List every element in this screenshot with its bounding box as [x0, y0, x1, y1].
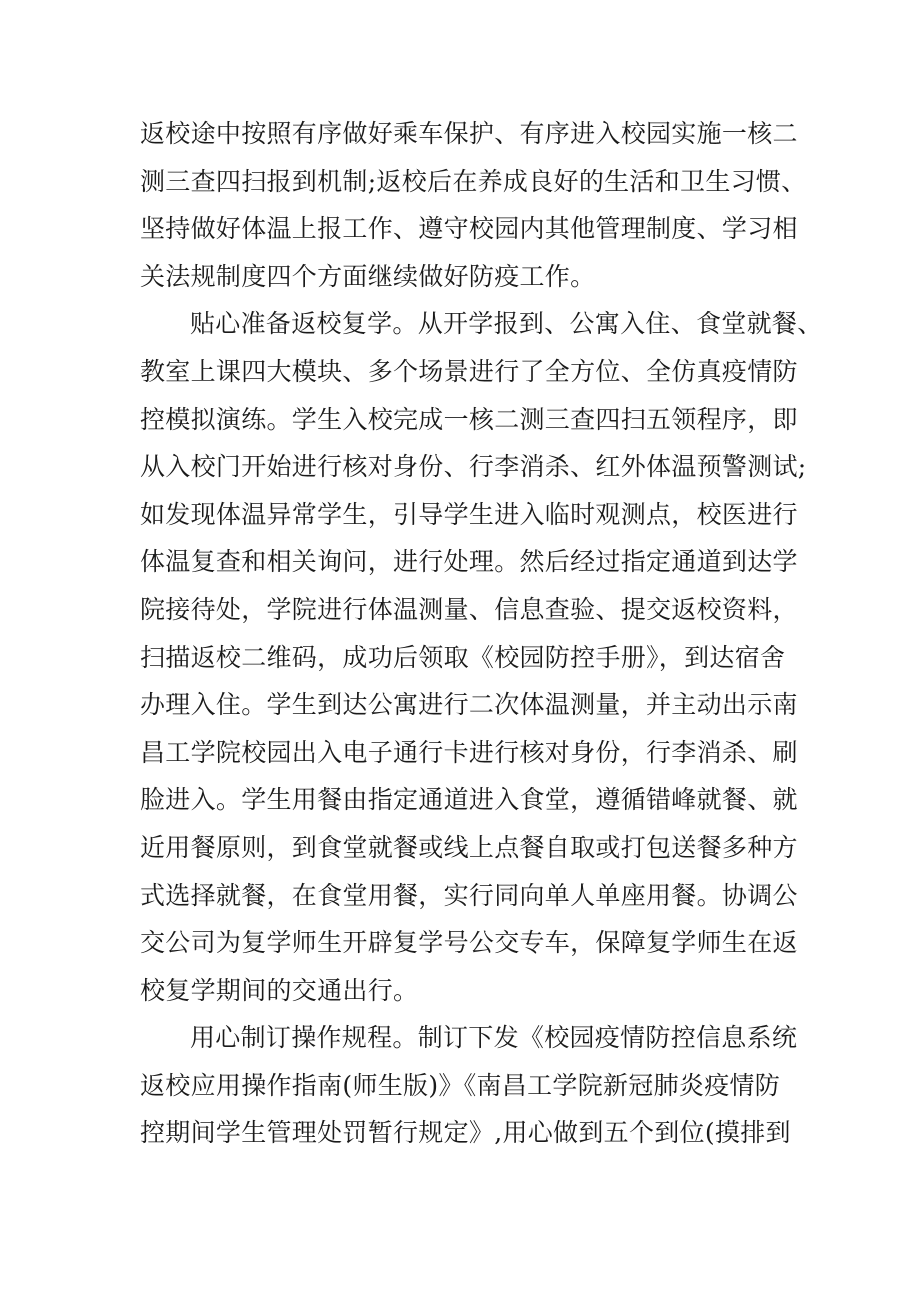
document-body [140, 110, 823, 1157]
text-line: 控模拟演练。学生入校完成一核二测三查四扫五领程序，即 [140, 404, 798, 434]
text-line: 贴心准备返校复学。从开学报到、公寓入住、食堂就餐、 [190, 309, 823, 339]
text-line: 交公司为复学师生开辟复学号公交专车，保障复学师生在返 [140, 928, 798, 958]
text-line: 扫描返校二维码，成功后领取《校园防控手册》，到达宿舍 [140, 642, 786, 672]
text-line: 脸进入。学生用餐由指定通道进入食堂，遵循错峰就餐、就 [140, 785, 798, 815]
text-line: 坚持做好体温上报工作、遵守校园内其他管理制度、学习相 [140, 214, 798, 244]
text-line: 体温复查和相关询问，进行处理。然后经过指定通道到达学 [140, 547, 798, 577]
text-line: 从入校门开始进行核对身份、行李消杀、红外体温预警测试; [140, 452, 807, 482]
text-line: 教室上课四大模块、多个场景进行了全方位、全仿真疫情防 [140, 356, 798, 386]
text-line: 用心制订操作规程。制订下发《校园疫情防控信息系统 [190, 1023, 798, 1053]
text-line: 返校途中按照有序做好乘车保护、有序进入校园实施一核二 [140, 119, 798, 148]
text-line: 式选择就餐，在食堂用餐，实行同向单人单座用餐。协调公 [140, 880, 798, 910]
paragraph-1 [140, 110, 807, 300]
text-line: 院接待处，学院进行体温测量、信息查验、提交返校资料， [140, 594, 798, 624]
text-line: 昌工学院校园出入电子通行卡进行核对身份，行李消杀、刷 [140, 737, 798, 767]
text-line: 近用餐原则，到食堂就餐或线上点餐自取或打包送餐多种方 [140, 832, 798, 862]
text-line: 关法规制度四个方面继续做好防疫工作。 [140, 261, 596, 291]
text-line: 办理入住。学生到达公寓进行二次体温测量，并主动出示南 [140, 690, 798, 720]
text-line: 控期间学生管理处罚暂行规定》,用心做到五个到位(摸排到 [140, 1118, 791, 1148]
paragraph-3 [140, 1014, 798, 1157]
text-line: 测三查四扫报到机制;返校后在养成良好的生活和卫生习惯、 [140, 166, 807, 196]
text-line: 返校应用操作指南(师生版)》《南昌工学院新冠肺炎疫情防 [140, 1070, 781, 1100]
text-line: 校复学期间的交通出行。 [140, 975, 419, 1005]
paragraph-2 [140, 300, 823, 1014]
text-line: 如发现体温异常学生，引导学生进入临时观测点，校医进行 [140, 499, 798, 529]
